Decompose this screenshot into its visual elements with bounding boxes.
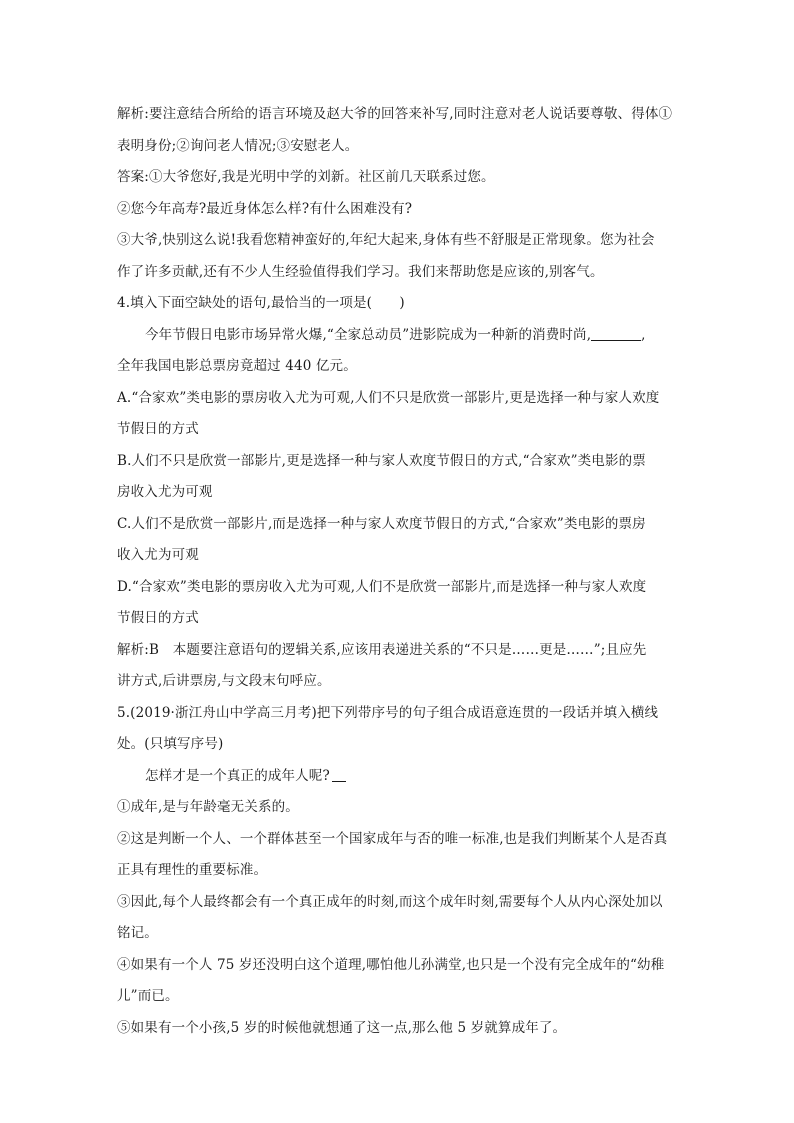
q4-passage-comma: , <box>641 326 646 343</box>
q4-option-c-line-2: 收入尤为可观 <box>117 547 199 563</box>
q5-sentence-3-line-2: 铭记。 <box>117 925 158 941</box>
q3-answer-line-3: ③大爷,快别这么说!我看您精神蛮好的,年纪大起来,身体有些不舒服是正常现象。您为社会 <box>117 232 655 248</box>
q5-sentence-2-line-2: 正具有理性的重要标准。 <box>117 862 268 878</box>
q4-passage-line-2: 全年我国电影总票房竟超过 440 亿元。 <box>117 358 357 374</box>
q4-option-d-line-2: 节假日的方式 <box>117 610 199 626</box>
q5-sentence-2-line-1: ②这是判断一个人、一个群体甚至一个国家成年与否的唯一标准,也是我们判断某个人是否真 <box>117 830 668 847</box>
q4-option-a-line-2: 节假日的方式 <box>117 421 199 437</box>
q5-sentence-4-line-1: ④如果有一个人 75 岁还没明白这个道理,哪怕他儿孙满堂,也只是一个没有完全成年的“幼稚 <box>117 956 665 973</box>
q4-option-d-line-1: D.“合家欢”类电影的票房收入尤为可观,人们不是欣赏一部影片,而是选择一种与家人欢度 <box>117 578 647 595</box>
q5-sentence-3-line-1: ③因此,每个人最终都会有一个真正成年的时刻,而这个成年时刻,需要每个人从内心深处加以 <box>117 893 663 910</box>
q4-stem: 4.填入下面空缺处的语句,最恰当的一项是( ) <box>117 295 405 311</box>
q5-sentence-5: ⑤如果有一个小孩,5 岁的时候他就想通了这一点,那么他 5 岁就算成年了。 <box>117 1019 567 1036</box>
q4-option-c-line-1: C.人们不是欣赏一部影片,而是选择一种与家人欢度节假日的方式,“合家欢”类电影的票房 <box>117 515 646 532</box>
q4-option-a-line-1: A.“合家欢”类电影的票房收入尤为可观,人们不只是欣赏一部影片,更是选择一种与家人欢度 <box>117 389 660 406</box>
q3-answer-line-2: ②您今年高寿?最近身体怎么样?有什么困难没有? <box>117 200 413 217</box>
q4-passage-line-1 <box>117 320 677 352</box>
q3-answer-line-4: 作了许多贡献,还有不少人生经验值得我们学习。我们来帮助您是应该的,别客气。 <box>117 263 604 280</box>
q5-stem-line-1: 5.(2019·浙江舟山中学高三月考)把下列带序号的句子组合成语意连贯的一段话并填入横线 <box>117 704 659 721</box>
answer-blank <box>332 767 346 782</box>
q4-analysis-line-1: 解析:B 本题要注意语句的逻辑关系,应该用表递进关系的“不只是……更是……”;且应先 <box>117 641 647 658</box>
q4-option-b-line-1: B.人们不只是欣赏一部影片,更是选择一种与家人欢度节假日的方式,“合家欢”类电影的票 <box>117 452 646 469</box>
q3-analysis-line-1: 解析:要注意结合所给的语言环境及赵大爷的回答来补写,同时注意对老人说话要尊敬、得体① <box>117 106 673 122</box>
q5-sentence-4-line-2: 儿”而已。 <box>117 988 179 1004</box>
q4-passage-text: 今年节假日电影市场异常火爆,“全家总动员”进影院成为一种新的消费时尚, <box>145 326 592 343</box>
q4-option-b-line-2: 房收入尤为可观 <box>117 484 213 500</box>
q5-question-line <box>117 761 677 793</box>
q4-analysis-line-2: 讲方式,后讲票房,与文段末句呼应。 <box>117 673 331 689</box>
q5-sentence-1: ①成年,是与年龄毫无关系的。 <box>117 799 299 815</box>
answer-blank <box>591 326 641 341</box>
q3-answer-line-1: 答案:①大爷您好,我是光明中学的刘新。社区前几天联系过您。 <box>117 169 495 185</box>
q3-analysis-line-2: 表明身份;②询问老人情况;③安慰老人。 <box>117 137 359 154</box>
q5-stem-line-2: 处。(只填写序号) <box>117 736 224 752</box>
document-page <box>117 99 677 1044</box>
q5-question: 怎样才是一个真正的成年人呢? <box>145 767 330 784</box>
